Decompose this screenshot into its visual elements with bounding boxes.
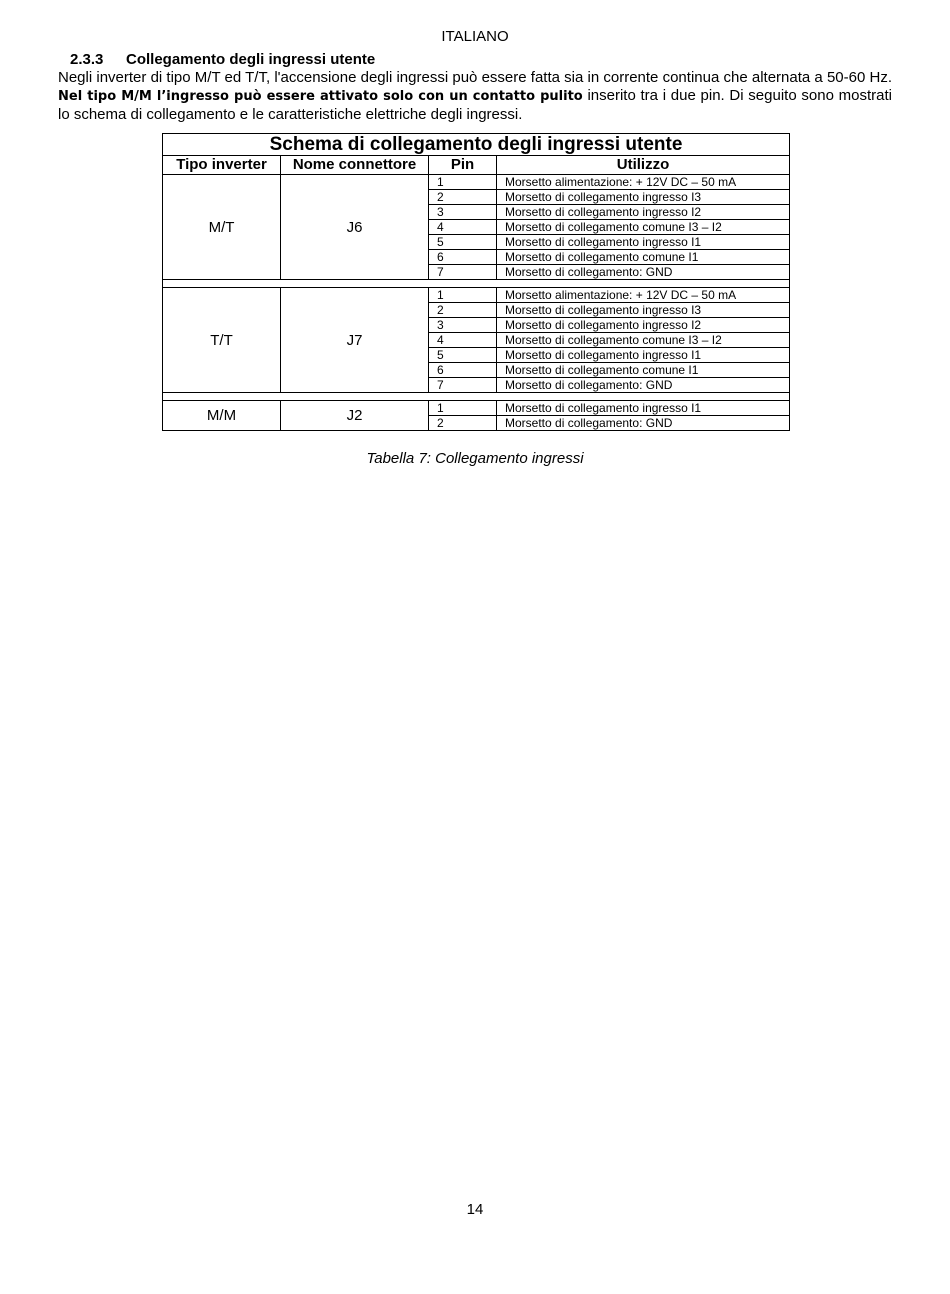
- intro-paragraph: [58, 69, 892, 124]
- section-number: 2.3.3: [70, 51, 104, 68]
- inverter-type-cell: M/T: [163, 175, 281, 280]
- pin-cell: 4: [429, 220, 497, 235]
- pin-cell: 1: [429, 401, 497, 416]
- header-tipo-inverter: Tipo inverter: [163, 156, 281, 175]
- pin-cell: 5: [429, 348, 497, 363]
- connector-name-cell: J7: [281, 288, 429, 393]
- pin-cell: 6: [429, 250, 497, 265]
- table-row: [163, 288, 790, 303]
- usage-cell: Morsetto alimentazione: + 12V DC – 50 mA: [497, 175, 790, 190]
- pin-cell: 6: [429, 363, 497, 378]
- intro-text-part1: Negli inverter di tipo M/T ed T/T, l'accensione degli ingressi può essere fatta sia in corrente continua che alternata a 50-60 Hz.: [58, 69, 892, 86]
- usage-cell: Morsetto di collegamento comune I3 – I2: [497, 333, 790, 348]
- usage-cell: Morsetto di collegamento: GND: [497, 378, 790, 393]
- usage-cell: Morsetto di collegamento ingresso I1: [497, 348, 790, 363]
- usage-cell: Morsetto di collegamento: GND: [497, 265, 790, 280]
- group-separator-cell: [163, 393, 790, 401]
- inverter-type-cell: T/T: [163, 288, 281, 393]
- connection-schema-table: [162, 133, 790, 431]
- pin-cell: 2: [429, 416, 497, 431]
- pin-cell: 1: [429, 175, 497, 190]
- pin-cell: 4: [429, 333, 497, 348]
- usage-cell: Morsetto di collegamento ingresso I2: [497, 205, 790, 220]
- usage-cell: Morsetto di collegamento comune I1: [497, 363, 790, 378]
- pin-cell: 2: [429, 190, 497, 205]
- pin-cell: 7: [429, 378, 497, 393]
- table-header-row: [163, 156, 790, 175]
- usage-cell: Morsetto di collegamento ingresso I1: [497, 401, 790, 416]
- table-row: [163, 401, 790, 416]
- connector-name-cell: J2: [281, 401, 429, 431]
- pin-cell: 5: [429, 235, 497, 250]
- usage-cell: Morsetto di collegamento: GND: [497, 416, 790, 431]
- section-heading: [70, 51, 375, 68]
- usage-cell: Morsetto di collegamento ingresso I2: [497, 318, 790, 333]
- usage-cell: Morsetto di collegamento comune I1: [497, 250, 790, 265]
- header-pin: Pin: [429, 156, 497, 175]
- header-nome-connettore: Nome connettore: [281, 156, 429, 175]
- usage-cell: Morsetto di collegamento ingresso I3: [497, 190, 790, 205]
- page-header-language: ITALIANO: [441, 28, 509, 45]
- intro-emphasis: Nel tipo M/M l’ingresso può essere attivato solo con un contatto pulito: [58, 89, 583, 104]
- group-separator: [163, 393, 790, 401]
- group-separator-cell: [163, 280, 790, 288]
- section-title: Collegamento degli ingressi utente: [126, 51, 376, 68]
- usage-cell: Morsetto di collegamento ingresso I1: [497, 235, 790, 250]
- inverter-type-cell: M/M: [163, 401, 281, 431]
- pin-cell: 7: [429, 265, 497, 280]
- usage-cell: Morsetto alimentazione: + 12V DC – 50 mA: [497, 288, 790, 303]
- group-separator: [163, 280, 790, 288]
- connector-name-cell: J6: [281, 175, 429, 280]
- table-row: [163, 175, 790, 190]
- table-caption: Tabella 7: Collegamento ingressi: [366, 450, 584, 467]
- usage-cell: Morsetto di collegamento comune I3 – I2: [497, 220, 790, 235]
- pin-cell: 2: [429, 303, 497, 318]
- page-number: 14: [466, 1201, 484, 1218]
- pin-cell: 1: [429, 288, 497, 303]
- header-utilizzo: Utilizzo: [497, 156, 790, 175]
- intro-text-part2: inserito tra i due pin. Di seguito sono mostrati lo schema di collegamento e le caratteristiche elettriche degli ingressi.: [58, 87, 892, 123]
- pin-cell: 3: [429, 205, 497, 220]
- pin-cell: 3: [429, 318, 497, 333]
- usage-cell: Morsetto di collegamento ingresso I3: [497, 303, 790, 318]
- table-title: Schema di collegamento degli ingressi utente: [163, 134, 790, 156]
- table-title-row: [163, 134, 790, 156]
